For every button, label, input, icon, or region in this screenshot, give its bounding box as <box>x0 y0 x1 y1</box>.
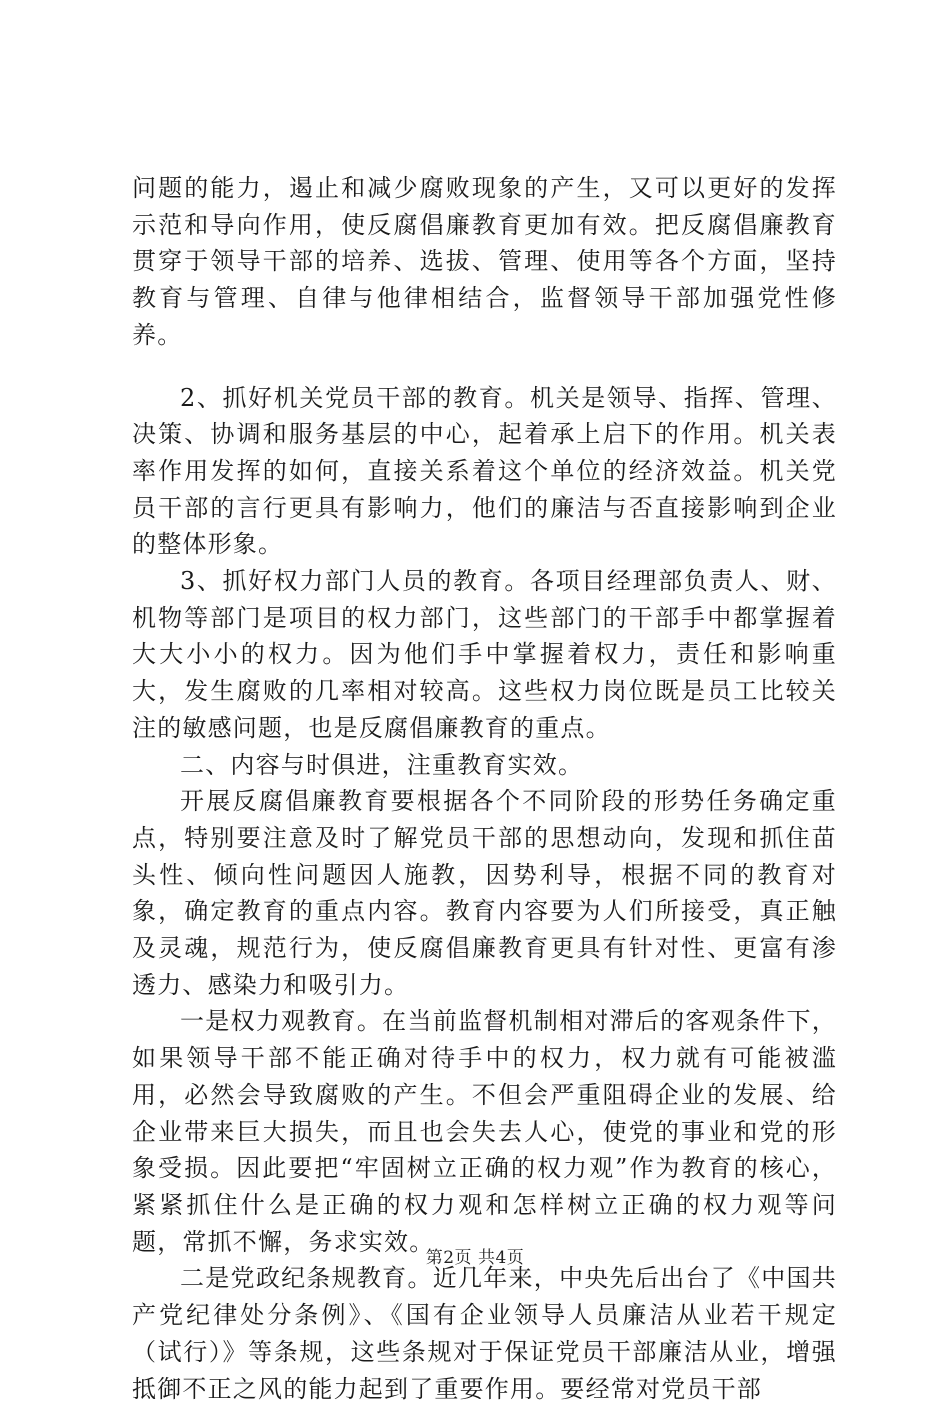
paragraph-continuation: 问题的能力，遏止和减少腐败现象的产生，又可以更好的发挥示范和导向作用，使反腐倡廉教育更加有效。把反腐倡廉教育贯穿于领导干部的培养、选拔、管理、使用等各个方面，坚持教育与管理、自律与他律相结合，监督领导干部加强党性修养。 <box>132 174 837 349</box>
section-heading-2: 二、内容与时俱进，注重教育实效。 <box>180 750 584 779</box>
paragraph-item-3: 3、抓好权力部门人员的教育。各项目经理部负责人、财、机物等部门是项目的权力部门，这些部门的干部手中都掌握着大大小小的权力。因为他们手中掌握着权力，责任和影响重大，发生腐败的几率相对较高。这些权力岗位既是员工比较关注的敏感问题，也是反腐倡廉教育的重点。 <box>132 567 837 742</box>
page-number-footer: 第2页 共4页 <box>425 1248 525 1268</box>
paragraph-discipline: 二是党政纪条规教育。近几年来，中央先后出台了《中国共产党纪律处分条例》、《国有企业领导人员廉洁从业若干规定（试行）》等条规，这些条规对于保证党员干部廉洁从业，增强抵御不正之风的能力起到了重要作用。要经常对党员干部 <box>132 1264 837 1403</box>
paragraph-power-view: 一是权力观教育。在当前监督机制相对滞后的客观条件下，如果领导干部不能正确对待手中的权力，权力就有可能被滥用，必然会导致腐败的产生。不但会严重阻碍企业的发展、给企业带来巨大损失，而且也会失去人心，使党的事业和党的形象受损。因此要把“牢固树立正确的权力观”作为教育的核心，紧紧抓住什么是正确的权力观和怎样树立正确的权力观等问题，常抓不懈，务求实效。 <box>132 1007 837 1256</box>
paragraph-content-intro: 开展反腐倡廉教育要根据各个不同阶段的形势任务确定重点，特别要注意及时了解党员干部的思想动向，发现和抓住苗头性、倾向性问题因人施教，因势利导，根据不同的教育对象，确定教育的重点内容。教育内容要为人们所接受，真正触及灵魂，规范行为，使反腐倡廉教育更具有针对性、更富有渗透力、感染力和吸引力。 <box>132 787 837 999</box>
paragraph-item-2: 2、抓好机关党员干部的教育。机关是领导、指挥、管理、决策、协调和服务基层的中心，起着承上启下的作用。机关表率作用发挥的如何，直接关系着这个单位的经济效益。机关党员干部的言行更具有影响力，他们的廉洁与否直接影响到企业的整体形象。 <box>132 383 837 559</box>
document-body <box>132 170 837 1407</box>
